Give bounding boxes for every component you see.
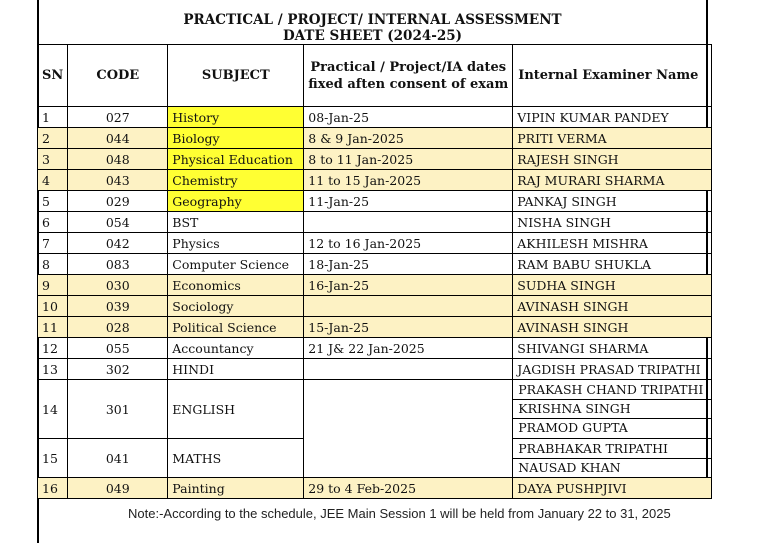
row-date: 08-Jan-25 bbox=[304, 107, 513, 128]
row-date bbox=[304, 359, 513, 380]
date-sheet-table bbox=[37, 44, 712, 499]
title-line-1: PRACTICAL / PROJECT/ INTERNAL ASSESSMENT bbox=[183, 12, 562, 28]
row-code: 055 bbox=[68, 338, 168, 359]
row-examiner: RAJ MURARI SHARMA bbox=[513, 170, 712, 191]
row-date bbox=[304, 380, 513, 478]
header-dates bbox=[304, 45, 513, 107]
row-subject: HINDI bbox=[168, 359, 304, 380]
row-sn: 9 bbox=[38, 275, 68, 296]
row-subject: Painting bbox=[168, 478, 304, 499]
table-row bbox=[38, 170, 712, 191]
row-subject: BST bbox=[168, 212, 304, 233]
row-examiner: JAGDISH PRASAD TRIPATHI bbox=[513, 359, 712, 380]
row-sn: 8 bbox=[38, 254, 68, 275]
row-date: 11 to 15 Jan-2025 bbox=[304, 170, 513, 191]
row-subject: Sociology bbox=[168, 296, 304, 317]
row-subject: Accountancy bbox=[168, 338, 304, 359]
row-sn: 16 bbox=[38, 478, 68, 499]
row-examiner: PRITI VERMA bbox=[513, 128, 712, 149]
table-row bbox=[38, 275, 712, 296]
row-date: 16-Jan-25 bbox=[304, 275, 513, 296]
row-subject: Political Science bbox=[168, 317, 304, 338]
row-sn: 13 bbox=[38, 359, 68, 380]
row-examiner: KRISHNA SINGH bbox=[513, 400, 711, 419]
header-dates-line-1: Practical / Project/IA dates bbox=[310, 59, 507, 75]
row-examiner: DAYA PUSHPJIVI bbox=[513, 478, 712, 499]
table-row bbox=[38, 254, 712, 275]
row-date: 11-Jan-25 bbox=[304, 191, 513, 212]
row-date: 21 J& 22 Jan-2025 bbox=[304, 338, 513, 359]
row-subject: Geography bbox=[168, 191, 304, 212]
row-subject: History bbox=[168, 107, 304, 128]
row-sn: 6 bbox=[38, 212, 68, 233]
row-sn: 1 bbox=[38, 107, 68, 128]
table-row bbox=[38, 191, 712, 212]
row-examiner-list bbox=[513, 439, 712, 478]
table-row bbox=[38, 338, 712, 359]
row-code: 054 bbox=[68, 212, 168, 233]
header-row bbox=[38, 45, 712, 107]
row-sn: 3 bbox=[38, 149, 68, 170]
row-code: 029 bbox=[68, 191, 168, 212]
row-code: 044 bbox=[68, 128, 168, 149]
row-sn: 7 bbox=[38, 233, 68, 254]
row-examiner-list bbox=[513, 380, 712, 439]
row-sn: 15 bbox=[38, 439, 68, 478]
row-code: 083 bbox=[68, 254, 168, 275]
row-code: 302 bbox=[68, 359, 168, 380]
table-row bbox=[38, 380, 712, 439]
row-code: 043 bbox=[68, 170, 168, 191]
row-examiner: AKHILESH MISHRA bbox=[513, 233, 712, 254]
row-subject: Economics bbox=[168, 275, 304, 296]
schedule-note: Note:-According to the schedule, JEE Main Session 1 will be held from January 22 to 31, 2025 bbox=[128, 506, 671, 521]
row-examiner: SHIVANGI SHARMA bbox=[513, 338, 712, 359]
header-examiner: Internal Examiner Name bbox=[513, 45, 712, 107]
row-subject: Biology bbox=[168, 128, 304, 149]
row-examiner: RAJESH SINGH bbox=[513, 149, 712, 170]
header-dates-line-2: fixed aften consent of exam bbox=[308, 76, 509, 92]
table-row bbox=[38, 233, 712, 254]
row-date: 8 to 11 Jan-2025 bbox=[304, 149, 513, 170]
table-row bbox=[38, 359, 712, 380]
table-row bbox=[38, 296, 712, 317]
row-sn: 2 bbox=[38, 128, 68, 149]
row-sn: 5 bbox=[38, 191, 68, 212]
row-sn: 11 bbox=[38, 317, 68, 338]
row-code: 030 bbox=[68, 275, 168, 296]
row-code: 301 bbox=[68, 380, 168, 439]
row-subject: Physical Education bbox=[168, 149, 304, 170]
row-date: 15-Jan-25 bbox=[304, 317, 513, 338]
table-row bbox=[38, 478, 712, 499]
row-sn: 12 bbox=[38, 338, 68, 359]
row-subject: Computer Science bbox=[168, 254, 304, 275]
table-row bbox=[38, 212, 712, 233]
row-subject: MATHS bbox=[168, 439, 304, 478]
table-row bbox=[38, 149, 712, 170]
row-code: 041 bbox=[68, 439, 168, 478]
row-examiner: NISHA SINGH bbox=[513, 212, 712, 233]
row-date bbox=[304, 212, 513, 233]
row-examiner: VIPIN KUMAR PANDEY bbox=[513, 107, 712, 128]
row-code: 048 bbox=[68, 149, 168, 170]
row-examiner: NAUSAD KHAN bbox=[518, 459, 621, 475]
row-examiner: PRABHAKAR TRIPATHI bbox=[513, 440, 711, 459]
row-sn: 14 bbox=[38, 380, 68, 439]
row-examiner: AVINASH SINGH bbox=[513, 317, 712, 338]
row-subject: Chemistry bbox=[168, 170, 304, 191]
row-date: 12 to 16 Jan-2025 bbox=[304, 233, 513, 254]
header-sn: SN bbox=[38, 45, 68, 107]
row-code: 049 bbox=[68, 478, 168, 499]
row-examiner: RAM BABU SHUKLA bbox=[513, 254, 712, 275]
row-code: 027 bbox=[68, 107, 168, 128]
row-date: 8 & 9 Jan-2025 bbox=[304, 128, 513, 149]
table-row bbox=[38, 317, 712, 338]
row-code: 039 bbox=[68, 296, 168, 317]
row-sn: 4 bbox=[38, 170, 68, 191]
row-date: 29 to 4 Feb-2025 bbox=[304, 478, 513, 499]
header-code: CODE bbox=[68, 45, 168, 107]
row-examiner: SUDHA SINGH bbox=[513, 275, 712, 296]
row-code: 042 bbox=[68, 233, 168, 254]
row-date: 18-Jan-25 bbox=[304, 254, 513, 275]
row-subject: Physics bbox=[168, 233, 304, 254]
title-line-2: DATE SHEET (2024-25) bbox=[282, 28, 463, 44]
page-title bbox=[39, 13, 706, 45]
table-row bbox=[38, 107, 712, 128]
row-examiner: PRAKASH CHAND TRIPATHI bbox=[513, 381, 711, 400]
row-code: 028 bbox=[68, 317, 168, 338]
table-row bbox=[38, 128, 712, 149]
header-subject: SUBJECT bbox=[168, 45, 304, 107]
row-date bbox=[304, 296, 513, 317]
row-sn: 10 bbox=[38, 296, 68, 317]
row-examiner: PANKAJ SINGH bbox=[513, 191, 712, 212]
row-examiner: PRAMOD GUPTA bbox=[518, 420, 628, 435]
row-subject: ENGLISH bbox=[168, 380, 304, 439]
row-examiner: AVINASH SINGH bbox=[513, 296, 712, 317]
